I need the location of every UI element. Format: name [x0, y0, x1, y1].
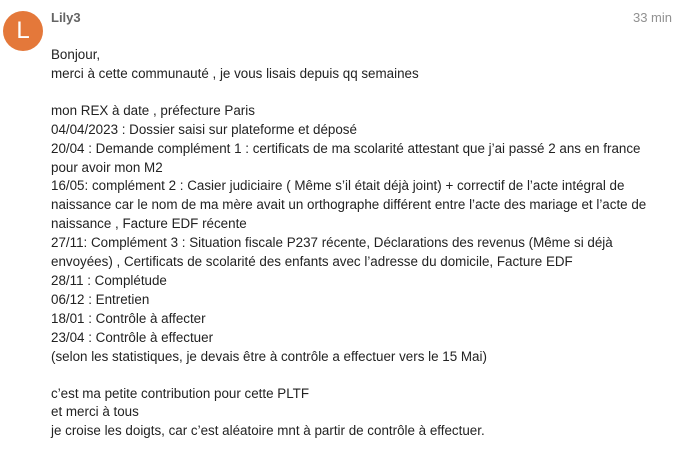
text-line: naissance car le nom de ma mère avait un orthographe différent entre l’acte des mariage et l’acte de — [51, 197, 647, 213]
text-line: 23/04 : Contrôle à effectuer — [51, 329, 214, 345]
paragraph-greeting — [51, 46, 677, 84]
text-line: merci à cette communauté , je vous lisais depuis qq semaines — [51, 65, 419, 81]
text-line: 27/11: Complément 3 : Situation fiscale P237 récente, Déclarations des revenus (Même si déjà — [51, 235, 613, 251]
text-line: Bonjour, — [51, 47, 101, 62]
text-line: naissance , Facture EDF récente — [51, 216, 247, 232]
text-line: mon REX à date , préfecture Paris — [51, 102, 255, 118]
paragraph-timeline — [51, 102, 677, 367]
text-line: 06/12 : Entretien — [51, 291, 150, 307]
text-line: pour avoir mon M2 — [51, 159, 163, 175]
text-line: (selon les statistiques, je devais être à contrôle a effectuer vers le 15 Mai) — [51, 348, 487, 364]
user-avatar[interactable]: L — [3, 11, 43, 51]
text-line: 20/04 : Demande complément 1 : certificats de ma scolarité attestant que j’ai passé 2 ans en france — [51, 140, 641, 156]
text-line: et merci à tous — [51, 404, 139, 420]
text-line: envoyées) , Certificats de scolarité des enfants avec l’adresse du domicile, Facture EDF — [51, 254, 573, 270]
username[interactable]: Lily3 — [51, 10, 81, 25]
post-timestamp[interactable]: 33 min — [632, 10, 672, 25]
text-line: c’est ma petite contribution pour cette PLTF — [51, 385, 310, 401]
paragraph-closing — [51, 385, 677, 442]
text-line: 28/11 : Complétude — [51, 272, 167, 288]
text-line: 18/01 : Contrôle à affecter — [51, 310, 206, 326]
text-line: 04/04/2023 : Dossier saisi sur plateforme et déposé — [51, 121, 357, 137]
post-body — [51, 46, 677, 459]
text-line: je croise les doigts, car c’est aléatoire mnt à partir de contrôle à effectuer. — [51, 423, 485, 439]
text-line: 16/05: complément 2 : Casier judiciaire ( Même s’il était déjà joint) + correctif de l’acte intégral de — [51, 178, 625, 194]
